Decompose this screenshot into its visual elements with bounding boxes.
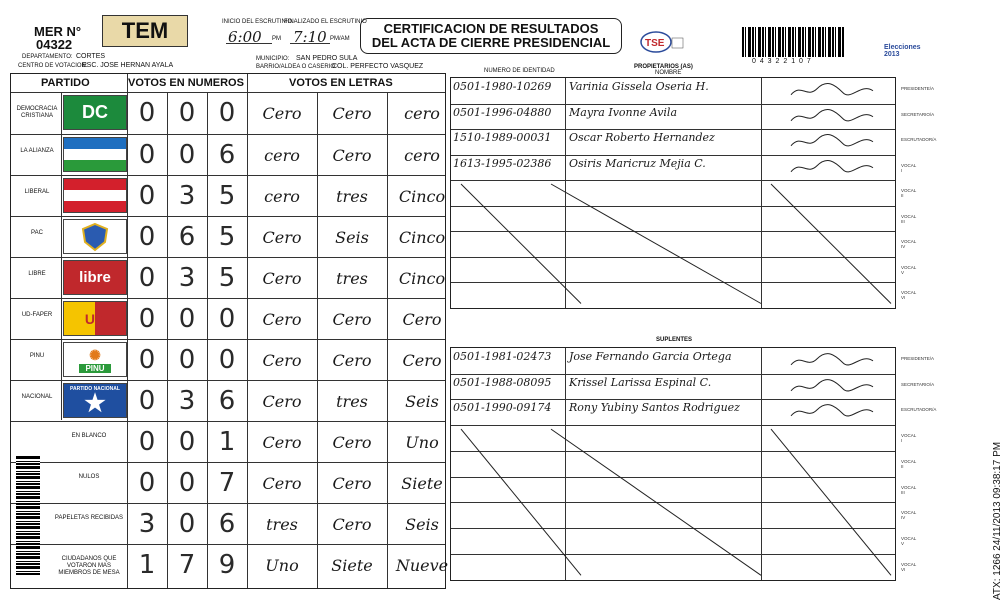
party-logo: DC xyxy=(63,95,127,130)
centro-label: CENTRO DE VOTACION: xyxy=(18,63,88,69)
member-id: 0501-1988-08095 xyxy=(453,375,552,389)
votos-numeros-header: VOTOS EN NUMEROS xyxy=(128,77,244,89)
vote-digit: 7 xyxy=(178,550,196,580)
votes-col-divider xyxy=(387,92,388,588)
vote-word: cero xyxy=(404,104,440,123)
end-time-line xyxy=(290,43,330,44)
vote-word: Nueve xyxy=(395,556,449,575)
vote-digit: 0 xyxy=(138,140,156,170)
vote-digit: 0 xyxy=(138,468,156,498)
vote-digit: 0 xyxy=(178,345,196,375)
mer-label: MER N° xyxy=(34,24,82,39)
departamento-label: DEPARTAMENTO: xyxy=(22,54,73,60)
vote-digit: 6 xyxy=(218,140,236,170)
votes-col-divider xyxy=(61,92,62,420)
municipio-label: MUNICIPIO: xyxy=(256,56,290,62)
vote-digit: 3 xyxy=(178,181,196,211)
vote-word: tres xyxy=(336,187,368,206)
votes-col-divider xyxy=(317,92,318,588)
vote-digit: 9 xyxy=(218,550,236,580)
vote-digit: 5 xyxy=(218,181,236,211)
votes-table xyxy=(10,73,449,589)
vote-digit: 7 xyxy=(218,468,236,498)
departamento-value: CORTES xyxy=(76,53,106,60)
member-role-label: SECRETARIO/A xyxy=(901,111,935,117)
vote-digit: 0 xyxy=(178,140,196,170)
municipio-value: SAN PEDRO SULA xyxy=(296,55,358,62)
propietarios-label: PROPIETARIOS (AS) xyxy=(634,64,693,70)
party-name: EN BLANCO xyxy=(71,433,107,439)
vote-digit: 1 xyxy=(138,550,156,580)
vote-word: Cero xyxy=(332,104,372,123)
party-name: LIBERAL xyxy=(24,189,50,195)
vote-digit: 0 xyxy=(218,304,236,334)
member-role-label: VOCAL I xyxy=(901,433,917,444)
member-name: Mayra Ivonne Avila xyxy=(569,105,678,119)
member-name: Oscar Roberto Hernandez xyxy=(569,131,715,144)
member-id: 1613-1995-02386 xyxy=(453,156,552,170)
suplentes-table xyxy=(450,347,937,581)
votes-row-divider xyxy=(11,544,445,545)
votes-row-divider xyxy=(11,380,445,381)
member-name: Jose Fernando Garcia Ortega xyxy=(569,350,732,363)
party-name: NULOS xyxy=(78,474,100,480)
vote-digit: 5 xyxy=(218,222,236,252)
vote-word: Cero xyxy=(262,104,302,123)
vote-word: Cero xyxy=(332,351,372,370)
vote-digit: 6 xyxy=(218,386,236,416)
side-barcode xyxy=(16,455,40,575)
vote-word: Cero xyxy=(402,351,442,370)
votes-row-divider xyxy=(11,339,445,340)
start-time-line xyxy=(226,43,272,44)
member-role-label: VOCAL II xyxy=(901,188,917,198)
vote-word: Cero xyxy=(332,474,372,493)
party-logo: PARTIDO NACIONAL ★ xyxy=(63,383,127,418)
member-id: 0501-1981-02473 xyxy=(453,350,552,363)
party-name: PAPELETAS RECIBIDAS xyxy=(54,515,124,521)
vote-word: tres xyxy=(336,269,368,288)
vote-word: Uno xyxy=(405,433,439,452)
start-time: 6:00 xyxy=(228,28,262,46)
member-name: Osiris Maricruz Mejia C. xyxy=(569,156,706,170)
vote-digit: 1 xyxy=(218,427,236,457)
vote-digit: 0 xyxy=(138,427,156,457)
member-id: 1510-1989-00031 xyxy=(453,131,552,144)
member-role-label: VOCAL II xyxy=(901,458,917,469)
vote-digit: 0 xyxy=(218,345,236,375)
vote-word: cero xyxy=(404,146,440,165)
member-id: 0501-1980-10269 xyxy=(453,80,552,93)
party-logo xyxy=(63,219,127,254)
propietarios-table xyxy=(450,77,937,309)
elecciones-logo: Elecciones 2013 xyxy=(884,44,921,58)
vote-word: Cero xyxy=(262,474,302,493)
cancel-strike xyxy=(451,348,895,579)
member-role-label: VOCAL III xyxy=(901,484,917,495)
certification-title-box xyxy=(360,18,622,54)
vote-digit: 0 xyxy=(138,98,156,128)
vote-digit: 0 xyxy=(178,304,196,334)
party-logo: UD xyxy=(63,301,127,336)
barrio-value: COL. PERFECTO VASQUEZ xyxy=(332,63,424,70)
vote-word: Cero xyxy=(262,228,302,247)
votes-row-divider xyxy=(11,257,445,258)
votes-row-divider xyxy=(11,175,445,176)
party-name: NACIONAL xyxy=(21,394,53,400)
vote-digit: 6 xyxy=(178,222,196,252)
top-barcode xyxy=(742,27,844,57)
vote-word: Cinco xyxy=(398,187,446,206)
party-name: DEMOCRACIA CRISTIANA xyxy=(16,106,58,119)
member-role-label: VOCAL V xyxy=(901,264,917,275)
member-role-label: PRESIDENTE/A xyxy=(901,356,935,361)
member-role-label: SECRETARIO/A xyxy=(901,381,935,387)
party-logo: ✺ PINU xyxy=(63,342,127,377)
vote-word: Seis xyxy=(335,228,369,247)
tse-logo xyxy=(640,30,684,54)
member-role-label: VOCAL VI xyxy=(901,290,917,300)
vote-word: Cero xyxy=(262,310,302,329)
votes-row-divider xyxy=(11,134,445,135)
vote-digit: 6 xyxy=(218,509,236,539)
vote-digit: 0 xyxy=(178,509,196,539)
vote-digit: 3 xyxy=(138,509,156,539)
vote-digit: 0 xyxy=(138,386,156,416)
vote-word: Cero xyxy=(332,146,372,165)
member-role-label: VOCAL IV xyxy=(901,510,917,521)
barrio-label: BARRIO/ALDEA O CASERIO: xyxy=(256,64,337,70)
member-name: Krissel Larissa Espinal C. xyxy=(569,375,712,389)
vote-digit: 0 xyxy=(138,345,156,375)
votes-row-divider xyxy=(11,92,445,93)
member-role-label: ESCRUTADOR/A xyxy=(901,407,937,413)
vote-word: tres xyxy=(266,515,298,534)
start-ampm: PM xyxy=(272,36,281,42)
party-name: PAC xyxy=(31,230,43,236)
party-logo xyxy=(63,137,127,172)
votes-row-divider xyxy=(11,216,445,217)
vote-word: cero xyxy=(264,146,300,165)
vote-word: Cero xyxy=(262,351,302,370)
member-name: Rony Yubiny Santos Rodriguez xyxy=(569,401,740,415)
vote-word: Uno xyxy=(265,556,299,575)
vote-word: Cero xyxy=(332,515,372,534)
votes-row-divider xyxy=(11,462,445,463)
vote-digit: 0 xyxy=(138,222,156,252)
vote-word: Seis xyxy=(405,515,439,534)
vote-word: Cero xyxy=(332,433,372,452)
certification-title-line2: DEL ACTA DE CIERRE PRESIDENCIAL xyxy=(371,35,611,50)
vote-digit: 5 xyxy=(218,263,236,293)
cancel-strike xyxy=(451,78,895,308)
partido-header: PARTIDO xyxy=(41,77,90,89)
member-role-label: PRESIDENTE/A xyxy=(901,86,935,91)
vote-digit: 0 xyxy=(178,98,196,128)
final-label: FINALIZADO EL ESCRUTINIO xyxy=(284,19,367,25)
vote-digit: 0 xyxy=(178,427,196,457)
top-barcode-number: 0 4 3 2 2 1 0 7 xyxy=(752,58,812,65)
inicio-label: INICIO DEL ESCRUTINIO xyxy=(222,19,293,25)
member-name: Varinia Gissela Oseria H. xyxy=(569,80,709,93)
vote-digit: 0 xyxy=(138,263,156,293)
votes-row-divider xyxy=(11,421,445,422)
member-role-label: ESCRUTADOR/A xyxy=(901,137,937,142)
vote-word: Siete xyxy=(401,474,443,493)
member-id: 0501-1990-09174 xyxy=(453,401,552,415)
vote-word: Cero xyxy=(402,310,442,329)
certification-title-line1: CERTIFICACION DE RESULTADOS xyxy=(383,21,599,36)
member-role-label: VOCAL VI xyxy=(901,561,917,572)
vote-word: Siete xyxy=(331,556,373,575)
vote-word: Cero xyxy=(332,310,372,329)
party-name: CIUDADANOS QUE VOTARON MAS MIEMBROS DE MESA xyxy=(58,556,120,576)
vote-digit: 0 xyxy=(218,98,236,128)
vote-digit: 3 xyxy=(178,263,196,293)
vote-digit: 3 xyxy=(178,386,196,416)
party-name: UD-FAPER xyxy=(21,312,53,318)
vote-word: tres xyxy=(336,392,368,411)
side-stamp: ATX: 1266 24/11/2013 09:38:17 PM xyxy=(992,441,1003,600)
vote-digit: 0 xyxy=(138,304,156,334)
member-id: 0501-1996-04880 xyxy=(453,105,552,119)
vote-word: Seis xyxy=(405,392,439,411)
vote-word: Cero xyxy=(262,269,302,288)
mer-number: 04322 xyxy=(36,37,73,52)
suplentes-label: SUPLENTES xyxy=(656,337,693,343)
vote-word: Cero xyxy=(262,392,302,411)
votes-row-divider xyxy=(11,503,445,504)
vote-word: Cinco xyxy=(398,228,446,247)
centro-value: ESC. JOSE HERNAN AYALA xyxy=(82,62,174,69)
member-role-label: VOCAL I xyxy=(901,162,917,173)
vote-word: Cinco xyxy=(398,269,446,288)
votes-row-divider xyxy=(11,298,445,299)
party-name: LA ALIANZA xyxy=(20,148,54,154)
numero-identidad-label: NUMERO DE IDENTIDAD xyxy=(484,68,555,74)
vote-digit: 0 xyxy=(138,181,156,211)
votos-letras-header: VOTOS EN LETRAS xyxy=(289,77,393,89)
member-role-label: VOCAL III xyxy=(901,213,917,224)
tem-box: TEM xyxy=(102,15,188,47)
vote-word: cero xyxy=(264,187,300,206)
vote-word: Cero xyxy=(262,433,302,452)
end-time: 7:10 xyxy=(293,28,327,46)
party-name: PINU xyxy=(29,353,45,359)
party-logo: libre xyxy=(63,260,127,295)
svg-text:TSE: TSE xyxy=(645,38,665,49)
member-role-label: VOCAL V xyxy=(901,535,917,546)
nombre-label: NOMBRE xyxy=(655,70,682,76)
end-ampm: PM/AM xyxy=(330,36,350,42)
party-name: LIBRE xyxy=(28,271,46,277)
party-logo xyxy=(63,178,127,213)
member-role-label: VOCAL IV xyxy=(901,239,917,249)
vote-digit: 0 xyxy=(178,468,196,498)
